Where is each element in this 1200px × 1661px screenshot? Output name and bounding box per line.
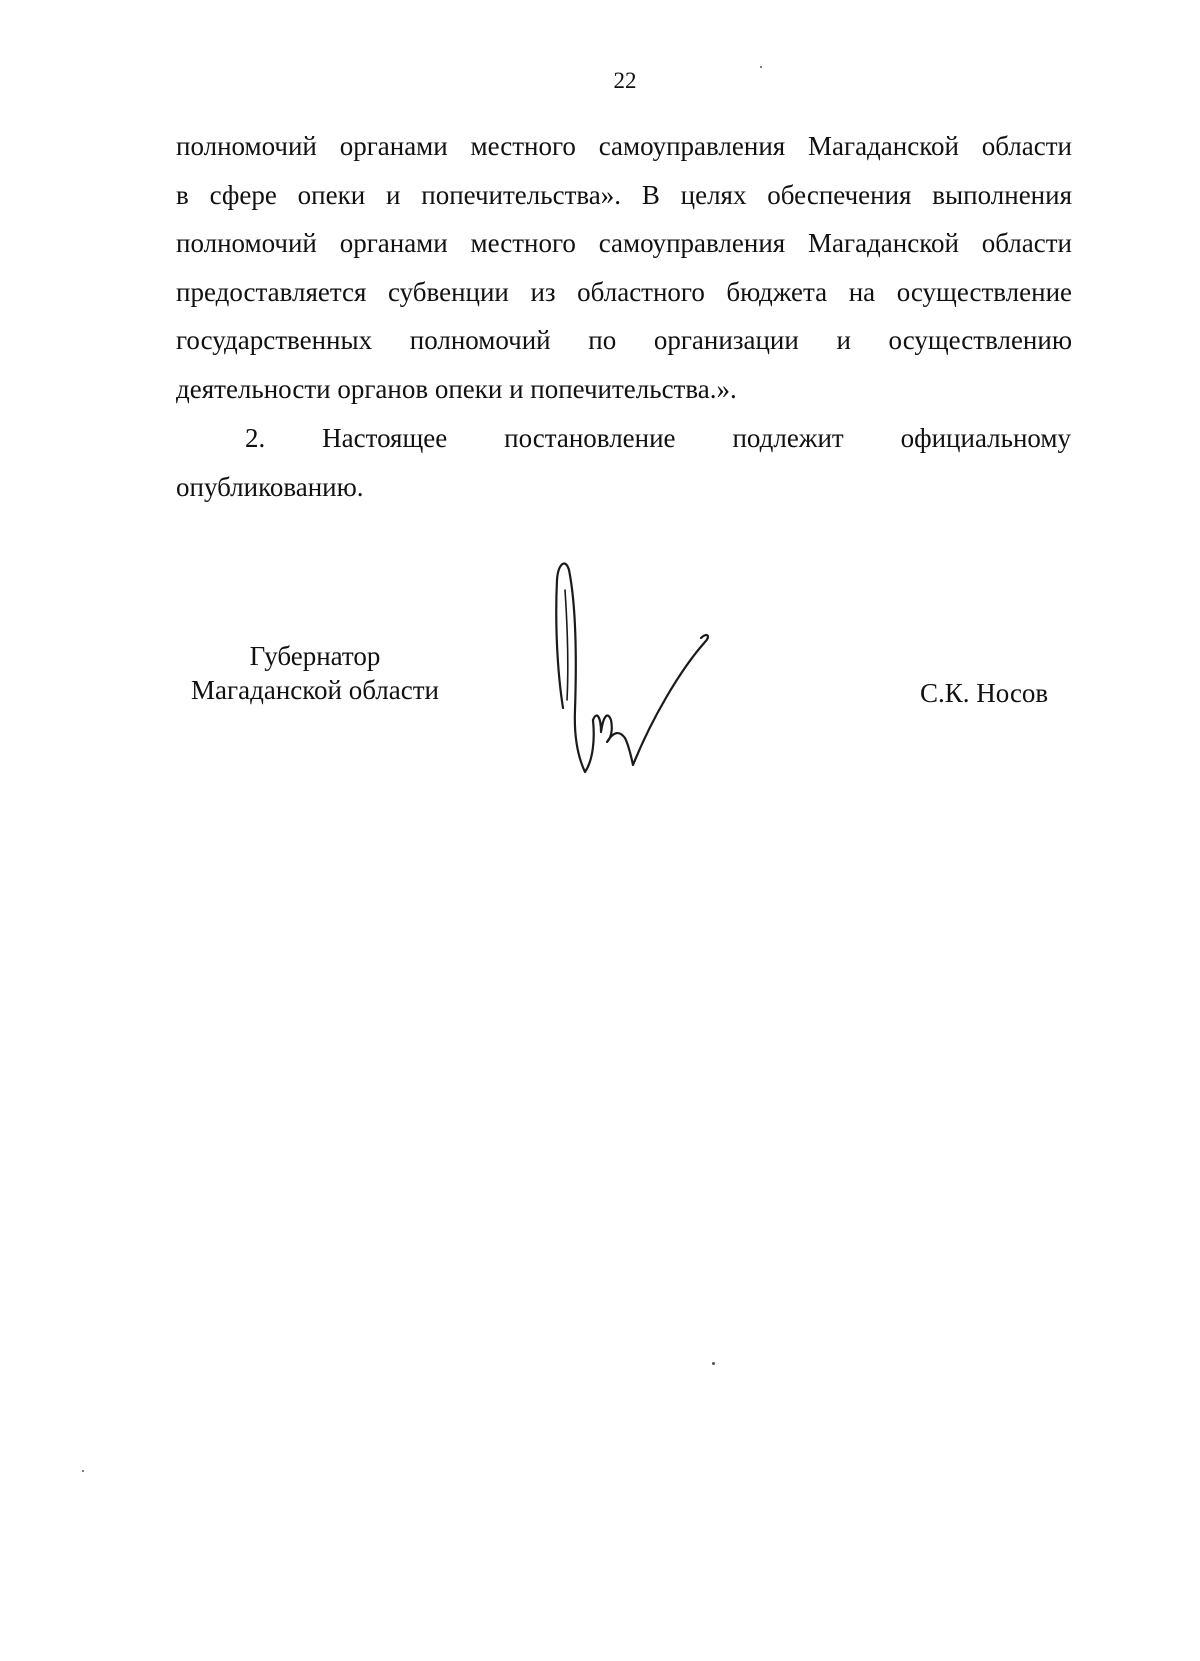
scan-speck (760, 66, 762, 68)
signer-position-line-1: Губернатор (249, 641, 381, 671)
paragraph-2-number: 2. (245, 423, 266, 453)
page-number: 22 (613, 68, 637, 93)
paragraph-2-first-line (245, 414, 1071, 463)
paragraph-2-second-line: опубликованию. (176, 472, 364, 502)
paragraph-line: полномочий органами местного самоуправления Магаданской области (176, 228, 1072, 258)
signer-position (180, 639, 450, 707)
paragraph-2-text: Настоящее постановление подлежит официальному (322, 423, 1071, 453)
scan-speck (82, 1470, 84, 1472)
paragraph-line: предоставляется субвенции из областного бюджета на осуществление (176, 276, 1072, 307)
paragraph-line: деятельности органов опеки и попечительства.». (176, 373, 737, 404)
paragraph-line: полномочий органами местного самоуправления Магаданской области (176, 131, 1072, 161)
signer-name: С.К. Носов (920, 678, 1049, 708)
signer-position-line-2: Магаданской области (191, 675, 439, 705)
handwritten-signature (555, 560, 755, 780)
paragraph-1 (176, 122, 1072, 413)
paragraph-line: в сфере опеки и попечительства». В целях обеспечения выполнения (176, 179, 1072, 210)
scan-speck (712, 1362, 715, 1365)
paragraph-line: государственных полномочий по организации и осуществлению (176, 325, 1072, 355)
